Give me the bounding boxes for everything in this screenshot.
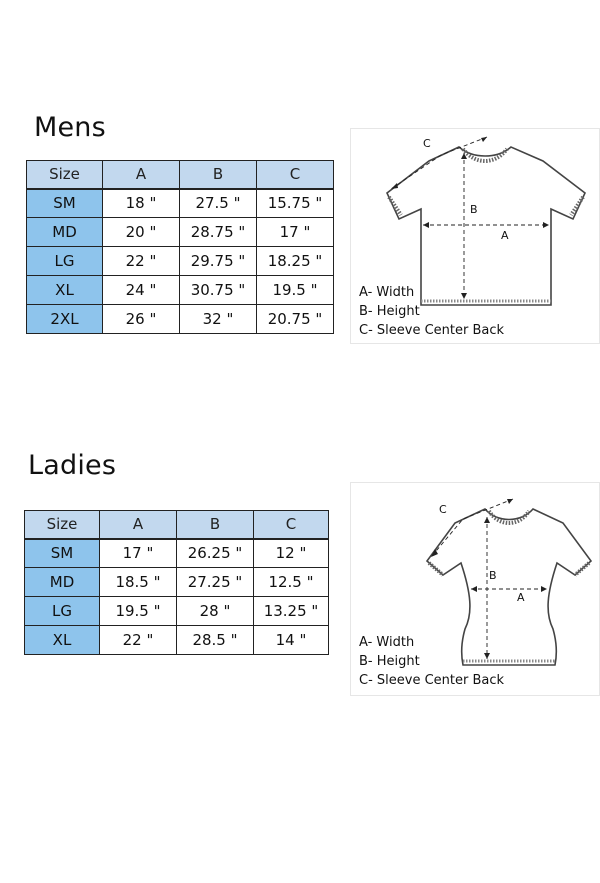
- size-cell: LG: [27, 247, 103, 276]
- dim-label-b: B: [470, 203, 478, 216]
- table-row: [27, 305, 334, 334]
- value-cell: 13.25 ": [254, 597, 329, 626]
- dim-label-b: B: [489, 569, 497, 582]
- value-cell: 20 ": [103, 218, 180, 247]
- value-cell: 18.5 ": [100, 568, 177, 597]
- value-cell: 28 ": [177, 597, 254, 626]
- size-cell: MD: [25, 568, 100, 597]
- header-size: Size: [25, 511, 100, 539]
- table-row: [27, 189, 334, 218]
- value-cell: 27.5 ": [180, 189, 257, 218]
- dim-label-c: C: [423, 137, 431, 150]
- value-cell: 26.25 ": [177, 539, 254, 568]
- size-cell: MD: [27, 218, 103, 247]
- legend-height: B- Height: [359, 304, 420, 319]
- ladies-title: Ladies: [28, 450, 117, 481]
- dim-label-a: A: [517, 591, 525, 604]
- mens-title: Mens: [34, 112, 106, 143]
- value-cell: 20.75 ": [257, 305, 334, 334]
- mens-diagram-legend: [359, 283, 504, 340]
- table-row: [27, 276, 334, 305]
- value-cell: 19.5 ": [100, 597, 177, 626]
- value-cell: 12 ": [254, 539, 329, 568]
- size-cell: LG: [25, 597, 100, 626]
- header-b: B: [177, 511, 254, 539]
- value-cell: 28.5 ": [177, 626, 254, 655]
- value-cell: 14 ": [254, 626, 329, 655]
- value-cell: 15.75 ": [257, 189, 334, 218]
- value-cell: 26 ": [103, 305, 180, 334]
- dim-label-a: A: [501, 229, 509, 242]
- table-row: [25, 626, 329, 655]
- legend-sleeve: C- Sleeve Center Back: [359, 673, 505, 688]
- value-cell: 28.75 ": [180, 218, 257, 247]
- ladies-shirt-diagram: [350, 482, 600, 696]
- header-c: C: [254, 511, 329, 539]
- value-cell: 30.75 ": [180, 276, 257, 305]
- legend-height: B- Height: [359, 654, 420, 669]
- dim-label-c: C: [439, 503, 447, 516]
- value-cell: 22 ": [100, 626, 177, 655]
- size-cell: SM: [27, 189, 103, 218]
- header-a: A: [103, 161, 180, 189]
- header-b: B: [180, 161, 257, 189]
- ladies-diagram-legend: [359, 633, 504, 690]
- value-cell: 18 ": [103, 189, 180, 218]
- mens-size-table: [26, 160, 334, 334]
- value-cell: 12.5 ": [254, 568, 329, 597]
- ladies-size-table: [24, 510, 329, 655]
- value-cell: 18.25 ": [257, 247, 334, 276]
- size-cell: 2XL: [27, 305, 103, 334]
- table-row: [27, 247, 334, 276]
- mens-shirt-diagram: [350, 128, 600, 344]
- value-cell: 27.25 ": [177, 568, 254, 597]
- size-cell: XL: [25, 626, 100, 655]
- value-cell: 22 ": [103, 247, 180, 276]
- size-cell: SM: [25, 539, 100, 568]
- legend-width: A- Width: [359, 285, 415, 300]
- value-cell: 19.5 ": [257, 276, 334, 305]
- size-cell: XL: [27, 276, 103, 305]
- value-cell: 17 ": [257, 218, 334, 247]
- value-cell: 29.75 ": [180, 247, 257, 276]
- legend-sleeve: C- Sleeve Center Back: [359, 323, 505, 338]
- header-a: A: [100, 511, 177, 539]
- legend-width: A- Width: [359, 635, 415, 650]
- value-cell: 24 ": [103, 276, 180, 305]
- table-row: [27, 218, 334, 247]
- table-row: [25, 568, 329, 597]
- header-size: Size: [27, 161, 103, 189]
- value-cell: 17 ": [100, 539, 177, 568]
- header-c: C: [257, 161, 334, 189]
- value-cell: 32 ": [180, 305, 257, 334]
- table-row: [25, 539, 329, 568]
- table-row: [25, 597, 329, 626]
